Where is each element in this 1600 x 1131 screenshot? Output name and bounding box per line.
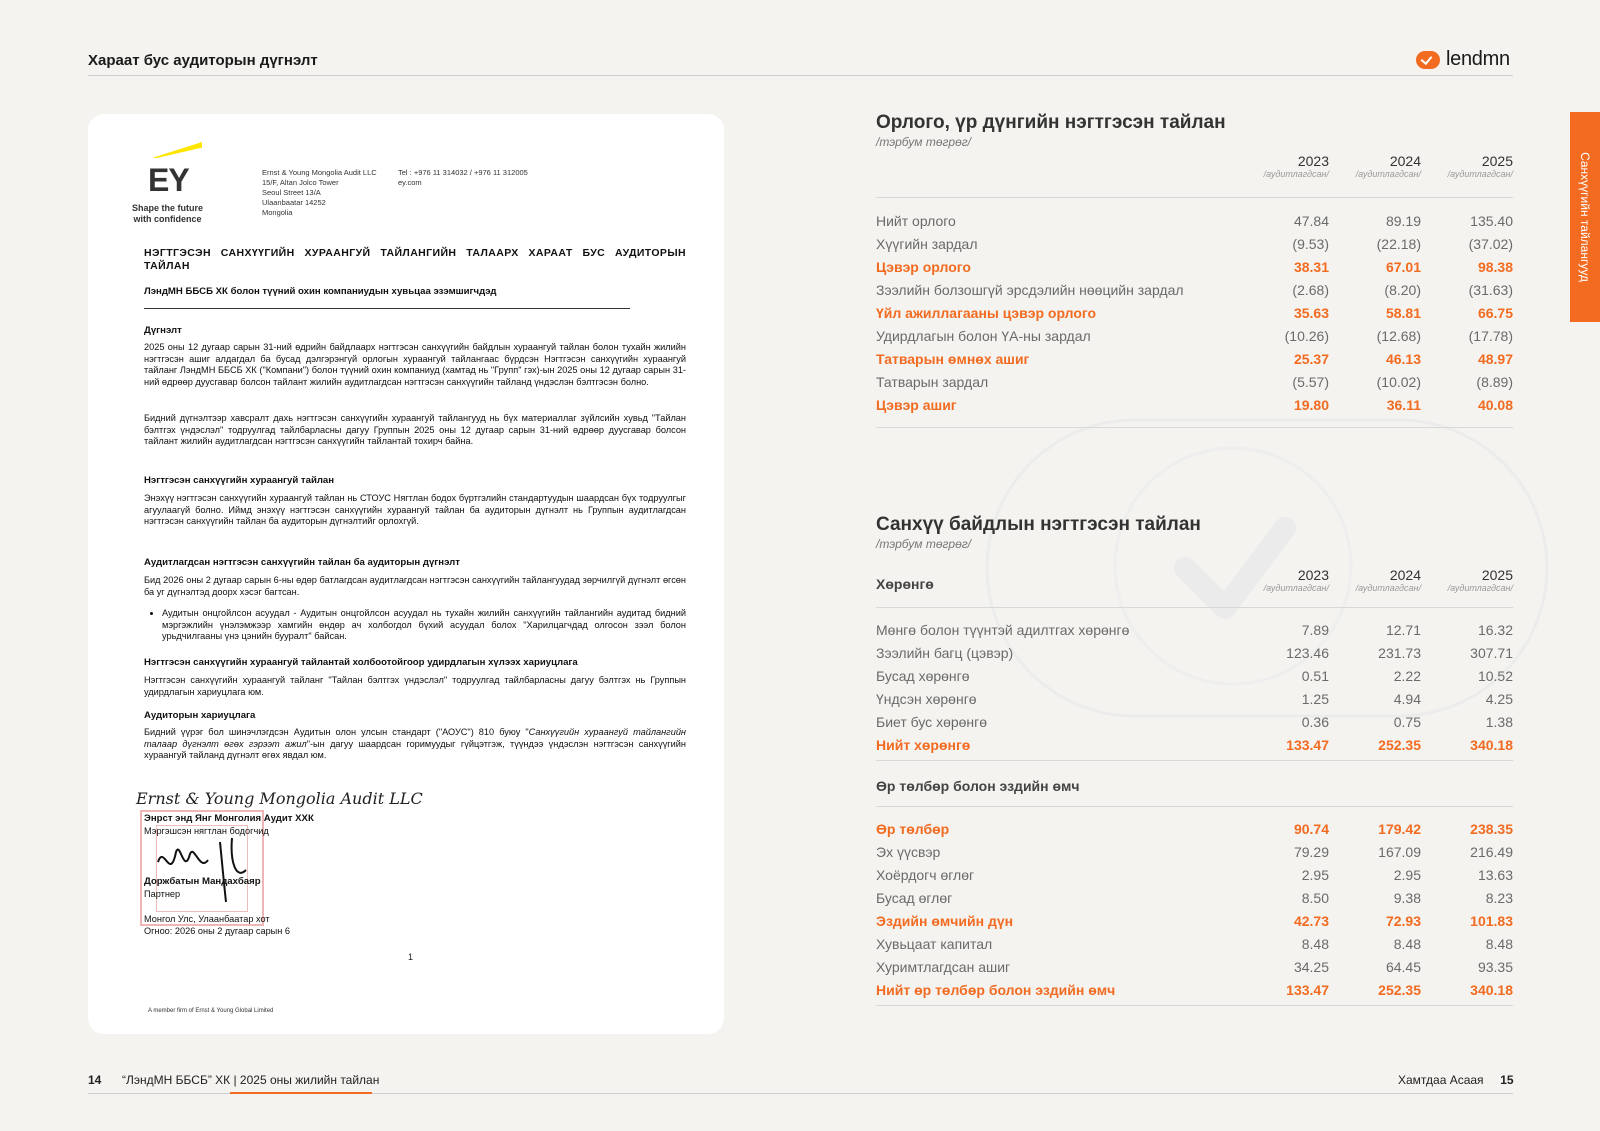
income-bottom-rule <box>876 427 1513 428</box>
page-title: Хараат бус аудиторын дүгнэлт <box>88 52 318 69</box>
balance-title: Санхүү байдлын нэгтгэсэн тайлан <box>876 514 1201 535</box>
ey-address: Ernst & Young Mongolia Audit LLC 15/F, Altan Jolco Tower Seoul Street 13/A Ulaanbaatar 14252 Mongolia <box>262 168 377 217</box>
row-value: 8.50 <box>1301 889 1329 906</box>
report-name: “ЛэндМН ББСБ” ХК | 2025 оны жилийн тайлан <box>122 1073 380 1087</box>
row-value: 307.71 <box>1470 644 1513 661</box>
table-row <box>876 324 1513 347</box>
row-value: 179.42 <box>1378 820 1421 837</box>
row-value: 4.94 <box>1393 690 1421 707</box>
paragraph-auditor-a: Бидний үүрэг бол шинэчлэгдсэн Аудитын олон улсын стандарт ("АОУС") 810 буюу " <box>144 727 529 737</box>
paragraph-opinion-2: Бидний дүгнэлтээр хавсралт дахь нэгтгэсэн санхүүгийн хураангуй тайлангууд нь бүх материаллаг зүйлсийн хувьд "Тайлан бэлтгэх үндэслэл" тодруулгад тайлбарласны дагуу Группын 2025 оны 12 дугаар сарын 31-ний өдрөөр дуусгавар болсон тайлант жилийн аудитлагдсан нэгтгэсэн санхүүгийн тайлантай тохирч байна. <box>144 413 686 447</box>
row-value: 167.09 <box>1378 843 1421 860</box>
balance-year-2023: 2023 /аудитлагдсан/ <box>1263 567 1329 593</box>
table-row <box>876 641 1513 664</box>
ey-tagline: Shape the future with confidence <box>132 203 204 224</box>
row-value: 40.08 <box>1477 396 1513 413</box>
row-value: 34.25 <box>1293 958 1329 975</box>
row-value: 67.01 <box>1385 258 1421 275</box>
row-value: (8.20) <box>1384 281 1421 298</box>
paragraph-auditor <box>144 727 686 762</box>
ey-logo: EY <box>148 162 189 198</box>
liabilities-bottom-rule <box>876 1005 1513 1006</box>
table-row <box>876 733 1513 756</box>
row-value: 101.83 <box>1470 912 1513 929</box>
letter-rule <box>144 308 630 309</box>
row-value: 25.37 <box>1293 350 1329 367</box>
row-value: 0.51 <box>1301 667 1329 684</box>
firm-name: Энрст энд Янг Монголия Аудит ХХК <box>144 813 314 824</box>
row-label: Зээлийн болзошгүй эрсдэлийн нөөцийн зардал <box>876 281 1184 298</box>
row-value: (5.57) <box>1292 373 1329 390</box>
firm-signature: Ernst & Young Mongolia Audit LLC <box>136 789 423 808</box>
footer-accent-bar <box>230 1092 372 1094</box>
income-year-2023: 2023 /аудитлагдсан/ <box>1263 153 1329 179</box>
table-row <box>876 863 1513 886</box>
row-value: (10.02) <box>1376 373 1421 390</box>
row-value: 216.49 <box>1470 843 1513 860</box>
table-row <box>876 255 1513 278</box>
paragraph-auditor-italic: Санхүүгийн хураангуй тайлангийн талаар дүгнэлт өгөх гэрээт ажил <box>144 727 686 749</box>
row-value: 135.40 <box>1470 212 1513 229</box>
table-row <box>876 955 1513 978</box>
sign-place: Монгол Улс, Улаанбаатар хот <box>144 914 270 924</box>
row-label: Татварын өмнөх ашиг <box>876 350 1030 367</box>
footer-right <box>1398 1073 1514 1087</box>
table-row <box>876 932 1513 955</box>
table-row <box>876 886 1513 909</box>
table-row <box>876 710 1513 733</box>
letter-title: НЭГТГЭСЭН САНХҮҮГИЙН ХУРААНГУЙ ТАЙЛАНГИЙН ТАЛААРХ ХАРААТ БУС АУДИТОРЫН ТАЙЛАН <box>144 247 686 272</box>
table-row <box>876 817 1513 840</box>
income-unit: /тэрбум төгрөг/ <box>876 135 972 149</box>
row-value: (8.89) <box>1476 373 1513 390</box>
paragraph-auditor-c: "-ын дагуу шаардсан горимуудыг гүйцэтгэж, түүндээ үндэслэн нэгтгэсэн санхүүгийн хураангуй тайланд дүгнэлт өгөх явдал юм. <box>144 738 686 761</box>
row-value: 1.38 <box>1485 713 1513 730</box>
key-audit-matter-item: • Аудитын онцгойлсон асуудал - Аудитын онцгойлсон асуудал нь тухайн жилийн санхүүгийн тайлангийн аудитад бидний мэргэжлийн үнэлэмжээр хамгийн өндөр ач холбогдол бүхий асуудал болох "Харилцагчдад олгосон зээл болон урьдчилгааны үнэ цэнийн бууралт" байсан. <box>162 608 686 643</box>
logo-text: lendmn <box>1446 48 1510 70</box>
row-label: Бусад өглөг <box>876 889 953 906</box>
heading-management: Нэгтгэсэн санхүүгийн хураангуй тайлантай холбоотойгоор удирдлагын хүлээх хариуцлага <box>144 657 578 668</box>
assets-bottom-rule <box>876 760 1513 761</box>
row-value: (17.78) <box>1468 327 1513 344</box>
heading-audited: Аудитлагдсан нэгтгэсэн санхүүгийн тайлан ба аудиторын дүгнэлт <box>144 557 460 568</box>
side-section-tab[interactable] <box>1570 112 1600 322</box>
row-label: Хувьцаат капитал <box>876 935 993 952</box>
table-row <box>876 978 1513 1001</box>
row-value: 72.93 <box>1385 912 1421 929</box>
row-value: 4.25 <box>1485 690 1513 707</box>
row-label: Нийт хөрөнгө <box>876 736 971 753</box>
row-value: 7.89 <box>1301 621 1329 638</box>
row-label: Эх үүсвэр <box>876 843 941 860</box>
row-value: 2.95 <box>1393 866 1421 883</box>
row-value: 9.38 <box>1393 889 1421 906</box>
row-value: 10.52 <box>1477 667 1513 684</box>
row-value: 340.18 <box>1470 736 1513 753</box>
footer-section-name: Хамтдаа Асаая <box>1398 1073 1484 1087</box>
row-label: Үндсэн хөрөнгө <box>876 690 977 707</box>
row-value: 16.32 <box>1477 621 1513 638</box>
row-value: 0.36 <box>1301 713 1329 730</box>
heading-summary: Нэгтгэсэн санхүүгийн хураангуй тайлан <box>144 475 335 486</box>
row-value: (9.53) <box>1292 235 1329 252</box>
assets-heading: Хөрөнгө <box>876 576 934 592</box>
row-value: 340.18 <box>1470 981 1513 998</box>
partner-name: Доржбатын Мандахбаяр <box>144 876 261 887</box>
table-row <box>876 840 1513 863</box>
table-row <box>876 209 1513 232</box>
row-label: Татварын зардал <box>876 373 989 390</box>
liabilities-heading: Өр төлбөр болон эздийн өмч <box>876 778 1080 794</box>
key-audit-matter <box>144 608 686 643</box>
row-value: 48.97 <box>1477 350 1513 367</box>
table-row <box>876 687 1513 710</box>
row-label: Нийт орлого <box>876 212 956 229</box>
table-row <box>876 347 1513 370</box>
row-value: 0.75 <box>1393 713 1421 730</box>
table-row <box>876 301 1513 324</box>
row-value: 46.13 <box>1385 350 1421 367</box>
table-row <box>876 393 1513 416</box>
row-value: 1.25 <box>1301 690 1329 707</box>
liabilities-header-rule <box>876 806 1513 807</box>
row-value: 42.73 <box>1293 912 1329 929</box>
sign-date: Огноо: 2026 оны 2 дугаар сарын 6 <box>144 926 291 936</box>
row-label: Бусад хөрөнгө <box>876 667 970 684</box>
row-value: 238.35 <box>1470 820 1513 837</box>
row-value: 133.47 <box>1286 736 1329 753</box>
page-number-left: 14 <box>88 1073 102 1087</box>
row-value: 58.81 <box>1385 304 1421 321</box>
table-row <box>876 370 1513 393</box>
partner-role: Партнер <box>144 889 181 899</box>
page-number-right: 15 <box>1500 1073 1514 1087</box>
row-label: Зээлийн багц (цэвэр) <box>876 644 1014 661</box>
row-value: 35.63 <box>1293 304 1329 321</box>
row-label: Хуримтлагдсан ашиг <box>876 958 1011 975</box>
table-row <box>876 278 1513 301</box>
row-value: 123.46 <box>1286 644 1329 661</box>
checkmark-icon <box>1416 51 1440 69</box>
ey-contact: Tel : +976 11 314032 / +976 11 312005 ey.com <box>398 168 528 187</box>
table-row <box>876 232 1513 255</box>
firm-subtitle: Мэргэшсэн нягтлан бодогчид <box>144 826 269 836</box>
row-value: (10.26) <box>1284 327 1329 344</box>
row-label: Биет бус хөрөнгө <box>876 713 988 730</box>
row-value: 8.48 <box>1393 935 1421 952</box>
assets-header-rule <box>876 607 1513 608</box>
row-value: 12.71 <box>1385 621 1421 638</box>
row-label: Үйл ажиллагааны цэвэр орлого <box>876 304 1097 321</box>
row-value: 252.35 <box>1378 736 1421 753</box>
row-value: 8.48 <box>1301 935 1329 952</box>
row-label: Хоёрдогч өглөг <box>876 866 975 883</box>
income-year-2025: 2025 /аудитлагдсан/ <box>1447 153 1513 179</box>
row-value: 2.22 <box>1393 667 1421 684</box>
row-value: 133.47 <box>1286 981 1329 998</box>
row-value: 47.84 <box>1293 212 1329 229</box>
income-year-2024: 2024 /аудитлагдсан/ <box>1355 153 1421 179</box>
balance-unit: /тэрбум төгрөг/ <box>876 537 972 551</box>
row-value: 89.19 <box>1385 212 1421 229</box>
row-value: 8.48 <box>1485 935 1513 952</box>
row-value: 231.73 <box>1378 644 1421 661</box>
row-label: Өр төлбөр <box>876 820 950 837</box>
row-value: 93.35 <box>1477 958 1513 975</box>
row-value: 66.75 <box>1477 304 1513 321</box>
row-label: Мөнгө болон түүнтэй адилтгах хөрөнгө <box>876 621 1130 638</box>
row-value: (12.68) <box>1376 327 1421 344</box>
row-value: (2.68) <box>1292 281 1329 298</box>
row-label: Нийт өр төлбөр болон эздийн өмч <box>876 981 1116 998</box>
row-value: 252.35 <box>1378 981 1421 998</box>
heading-opinion: Дүгнэлт <box>144 325 182 336</box>
row-value: 64.45 <box>1385 958 1421 975</box>
row-value: 36.11 <box>1386 396 1421 413</box>
row-value: 79.29 <box>1293 843 1329 860</box>
letter-page-number: 1 <box>408 952 414 962</box>
row-label: Цэвэр ашиг <box>876 396 957 413</box>
paragraph-management: Нэгтгэсэн санхүүгийн хураангуй тайланг "Тайлан бэлтгэх үндэслэл" тодруулгад тайлбарласны дагуу бэлтгэх нь Группын удирдлагын хариуцлага юм. <box>144 675 686 697</box>
row-value: 8.23 <box>1485 889 1513 906</box>
paragraph-opinion: 2025 оны 12 дугаар сарын 31-ний өдрийн байдлаарх нэгтгэсэн санхүүгийн байдлын хураангуй тайлан болон тухайн жилийн нэгтгэсэн ашиг алдагдал ба бусад дэлгэрэнгүй орлогын хураангуй тайлангаас бүрдсэн Нэгтгэсэн санхүүгийн хураангуй тайланг ЛэндМН ББСБ ХК ("Компани") болон түүний охин компаниуд (хамтад нь "Групп" гэх)-ын 2025 оны 12 дугаар сарын 31-ний өдрөөр дуусгавар болсон тайлант жилийн аудитлагдсан нэгтгэсэн санхүүгийн тайланд үндэслэн бэлтгэсэн болно. <box>144 342 686 387</box>
paragraph-summary: Энэхүү нэгтгэсэн санхүүгийн хураангуй тайлан нь СТОУС Нягтлан бодох бүртгэлийн стандартуудын шаардсан бүх тодруулгыг агуулаагүй болно. Иймд энэхүү нэгтгэсэн санхүүгийн хураангуй тайлан ба аудиторын дүгнэлт нь Группын аудитлагдсан нэгтгэсэн санхүүгийн тайлан ба аудиторын дүгнэлтийг орлохгүй. <box>144 493 686 527</box>
row-value: (37.02) <box>1468 235 1513 252</box>
balance-year-2024: 2024 /аудитлагдсан/ <box>1355 567 1421 593</box>
row-value: 13.63 <box>1477 866 1513 883</box>
member-note: A member firm of Ernst & Young Global Limited <box>148 1008 274 1014</box>
row-label: Эздийн өмчийн дүн <box>876 912 1014 929</box>
income-header-rule <box>876 197 1513 198</box>
header-divider <box>88 75 1513 76</box>
row-value: (22.18) <box>1376 235 1421 252</box>
lendmn-logo <box>1416 48 1510 71</box>
heading-auditor: Аудиторын хариуцлага <box>144 710 256 721</box>
table-row <box>876 618 1513 641</box>
row-value: 19.80 <box>1293 396 1329 413</box>
paragraph-audited: Бид 2026 оны 2 дугаар сарын 6-ны өдөр батлагдсан аудитлагдсан нэгтгэсэн санхүүгийн тайлангуудад зөрчилгүй дүгнэлт өгсөн ба уг дүгнэлтэд доорх хэсэг багтсан. <box>144 575 686 597</box>
row-value: 98.38 <box>1477 258 1513 275</box>
row-value: 90.74 <box>1293 820 1329 837</box>
table-row <box>876 664 1513 687</box>
row-label: Удирдлагын болон ҮА-ны зардал <box>876 327 1091 344</box>
income-title: Орлого, үр дүнгийн нэгтгэсэн тайлан <box>876 112 1226 133</box>
footer-left <box>88 1073 379 1087</box>
letter-addressee: ЛэндМН ББСБ ХК болон түүний охин компаниудын хувьцаа эзэмшигчдэд <box>144 286 497 297</box>
row-label: Хүүгийн зардал <box>876 235 978 252</box>
row-value: (31.63) <box>1468 281 1513 298</box>
row-label: Цэвэр орлого <box>876 258 971 275</box>
side-tab-label: Санхүүгийн тайлангууд <box>1578 152 1592 282</box>
row-value: 2.95 <box>1301 866 1329 883</box>
balance-year-2025: 2025 /аудитлагдсан/ <box>1447 567 1513 593</box>
table-row <box>876 909 1513 932</box>
row-value: 38.31 <box>1293 258 1329 275</box>
